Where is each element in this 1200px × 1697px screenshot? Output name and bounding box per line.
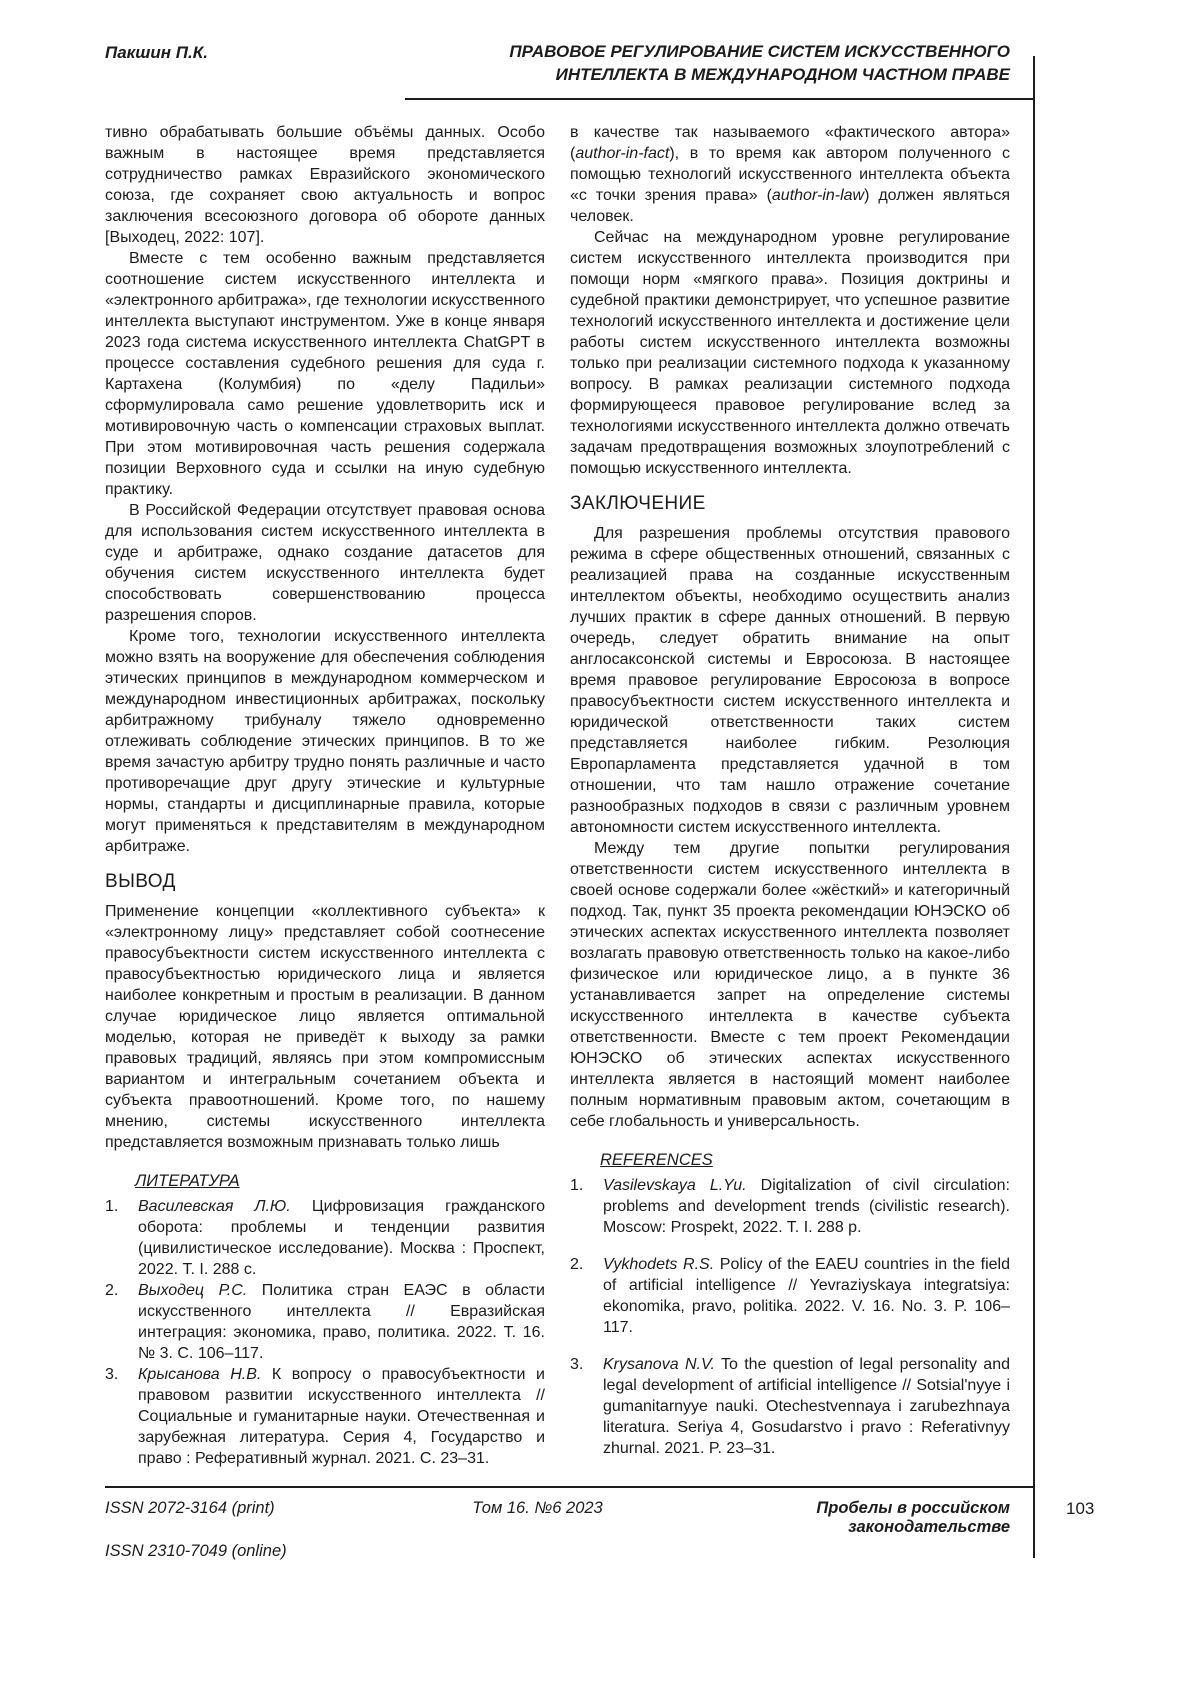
reference-number: 1. [105, 1197, 119, 1215]
right-vertical-rule [1033, 56, 1035, 1558]
references-heading: REFERENCES [600, 1150, 713, 1169]
reference-author: Krysanova N.V. [603, 1355, 715, 1373]
paragraph: Сейчас на международном уровне регулирование систем искусственного интеллекта производится при помощи норм «мягкого права». Позиция доктрины и судебной практики демонстрирует, что успешное развитие технологий искусственного интеллекта и достижение цели работы систем искусственного интеллекта возможны только при реализации системного подхода к указанному вопросу. В рамках реализации системного подхода формирующееся правовое регулирование вслед за технологиями искусственного интеллекта должно отвечать задачам предотвращения возможных злоупотреблений с помощью искусственного интеллекта. [570, 228, 1010, 477]
issn-print: ISSN 2072-3164 (print) [105, 1499, 275, 1517]
latin-term: author-in-law [771, 186, 865, 204]
reference-item [570, 1175, 1010, 1238]
footer-row-2 [105, 1542, 1010, 1561]
page-footer [105, 1486, 1010, 1561]
reference-text: Крысанова Н.В. К вопросу о правосубъектности и правовом развитии искусственного интеллекта // Социальные и гуманитарные науки. Отечественная и зарубежная литература. Серия 4, Государство и право : Реферативный журнал. 2021. С. 23–31. [138, 1365, 545, 1467]
left-column [105, 122, 545, 1475]
reference-author: Vasilevskaya L.Yu. [603, 1176, 747, 1194]
section-heading-zaklyuchenie: ЗАКЛЮЧЕНИЕ [570, 492, 706, 514]
reference-number: 3. [570, 1355, 584, 1373]
reference-text: Vykhodets R.S. Policy of the EAEU countries in the field of artificial intelligence // Yevraziyskaya integratsiya: ekonomika, pravo, politika. 2022. V. 16. No. 3. P. 106–117. [603, 1255, 1010, 1336]
reference-text: Василевская Л.Ю. Цифровизация гражданского оборота: проблемы и тенденции развития (цивилистическое исследование). Москва : Проспект, 2022. Т. I. 288 с. [138, 1197, 545, 1278]
paragraph: в качестве так называемого «фактического автора» (author-in-fact), в то время как автором полученного с помощью технологий искусственного интеллекта объекта «с точки зрения права» (author-in-law) должен являться человек. [570, 123, 1010, 225]
reference-author: Василевская Л.Ю. [138, 1197, 291, 1215]
reference-number: 2. [570, 1255, 584, 1273]
author-name: Пакшин П.К. [105, 43, 208, 62]
page-header [105, 40, 1010, 87]
issn-online: ISSN 2310-7049 (online) [105, 1542, 287, 1560]
reference-item [570, 1354, 1010, 1459]
journal-title: Пробелы в российском законодательстве [816, 1499, 1010, 1536]
paragraph: Для разрешения проблемы отсутствия правового режима в сфере общественных отношений, связанных с реализацией права на созданные искусственным интеллектом объекты, необходимо осуществить анализ лучших практик в сфере данных отношений. В первую очередь, следует обратить внимание на опыт англосаксонской системы и Евросоюза. В настоящее время правовое регулирование Евросоюза в вопросе правосубъектности систем искусственного интеллекта и юридической ответственности таких систем представляется наиболее гибким. Резолюция Европарламента представляется удачной в том отношении, что там нашло отражение сочетание разнообразных подходов в связи с различным уровнем автономности систем искусственного интеллекта. [570, 524, 1010, 836]
reference-text: Krysanova N.V. To the question of legal personality and legal development of artificial intelligence // Sotsial'nyye i gumanitarnyye nauki. Otechestvennaya i zarubezhnaya literatura. Seriya 4, Gosudarstvo i pravo : Referativnyy zhurnal. 2021. P. 23–31. [603, 1355, 1010, 1457]
reference-number: 3. [105, 1365, 119, 1383]
reference-text: Vasilevskaya L.Yu. Digitalization of civil circulation: problems and development trends (civilistic research). Moscow: Prospekt, 2022. T. I. 288 p. [603, 1176, 1010, 1236]
paragraph: Вместе с тем особенно важным представляется соотношение систем искусственного интеллекта и «электронного арбитража», где технологии искусственного интеллекта выступают инструментом. Уже в конце января 2023 года система искусственного интеллекта ChatGPT в процессе составления судебного решения для суда г. Картахена (Колумбия) по «делу Падильи» сформулировала само решение удовлетворить иск и мотивировочную часть о компенсации страховых выплат. При этом мотивировочная часть решения содержала позиции Верховного суда и ссылки на иную судебную практику. [105, 249, 545, 498]
header-rule [405, 98, 1035, 100]
article-running-title [509, 40, 1010, 87]
literature-heading: ЛИТЕРАТУРА [135, 1171, 240, 1190]
paragraph: Кроме того, технологии искусственного интеллекта можно взять на вооружение для обеспечения соблюдения этических принципов в международном коммерческом и международном инвестиционных арбитражах, поскольку арбитражному трибуналу тяжело одновременно отлеживать соблюдение этических принципов. В то же время зачастую арбитру трудно понять различные и часто противоречащие друг другу этические и культурные нормы, стандарты и дисциплинарные правила, которые могут применяться к представителям в международном арбитраже. [105, 627, 545, 855]
right-column [570, 122, 1010, 1475]
reference-number: 1. [570, 1176, 584, 1194]
two-column-body [105, 122, 1010, 1475]
footer-row-1 [105, 1499, 1010, 1537]
title-line-2: ИНТЕЛЛЕКТА В МЕЖДУНАРОДНОМ ЧАСТНОМ ПРАВЕ [555, 65, 1010, 85]
reference-author: Крысанова Н.В. [138, 1365, 262, 1383]
section-heading-vyvod: ВЫВОД [105, 870, 176, 892]
reference-item [570, 1254, 1010, 1338]
paragraph: В Российской Федерации отсутствует правовая основа для использования систем искусственного интеллекта в суде и арбитраже, однако создание датасетов для обучения систем искусственного интеллекта будет способствовать совершенствованию процесса разрешения споров. [105, 501, 545, 624]
reference-author: Выходец Р.С. [138, 1281, 248, 1299]
literature-item [105, 1280, 545, 1364]
literature-item [105, 1196, 545, 1280]
latin-term: author-in-fact [575, 144, 670, 162]
page-content [105, 40, 1010, 1475]
paragraph: Между тем другие попытки регулирования ответственности систем искусственного интеллекта в своей основе содержали более «жёсткий» и категоричный подход. Так, пункт 35 проекта рекомендации ЮНЭСКО об этических аспектах искусственного интеллекта позволяет возлагать правовую ответственность только на какое-либо физическое или юридическое лицо, а в пункте 36 устанавливается запрет на определение системы искусственного интеллекта в качестве субъекта ответственности. Вместе с тем проект Рекомендации ЮНЭСКО об этических аспектах искусственного интеллекта является в настоящий момент наиболее полным нормативным правовым актом, сочетающим в себе глобальность и универсальность. [570, 839, 1010, 1130]
page-number: 103 [1066, 1499, 1095, 1518]
footer-rule [105, 1486, 1035, 1488]
title-line-1: ПРАВОВОЕ РЕГУЛИРОВАНИЕ СИСТЕМ ИСКУССТВЕННОГО [509, 42, 1010, 61]
paragraph: тивно обрабатывать большие объёмы данных. Особо важным в настоящее время представляется сотрудничество рамках Евразийского экономического союза, где сохраняет свою актуальность и вопрос заключения всесоюзного договора об обороте данных [Выходец, 2022: 107]. [105, 123, 545, 246]
literature-item [105, 1364, 545, 1469]
reference-author: Vykhodets R.S. [603, 1255, 715, 1273]
paragraph: Применение концепции «коллективного субъекта» к «электронному лицу» представляет собой соотнесение правосубъектности систем искусственного интеллекта с правосубъектностью юридического лица и является наиболее конкретным и простым в реализации. В данном случае юридическое лицо является оптимальной моделью, которая не приведёт к выходу за рамки правовых традиций, являясь при этом компромиссным вариантом и интегральным сочетанием объекта и субъекта правоотношений. Кроме того, по нашему мнению, системы искусственного интеллекта представляется возможным признавать только лишь [105, 902, 545, 1151]
reference-text: Выходец Р.С. Политика стран ЕАЭС в области искусственного интеллекта // Евразийская интеграция: экономика, право, политика. 2022. Т. 16. № 3. С. 106–117. [138, 1281, 545, 1362]
reference-number: 2. [105, 1281, 119, 1299]
volume-issue: Том 16. №6 2023 [472, 1499, 603, 1517]
